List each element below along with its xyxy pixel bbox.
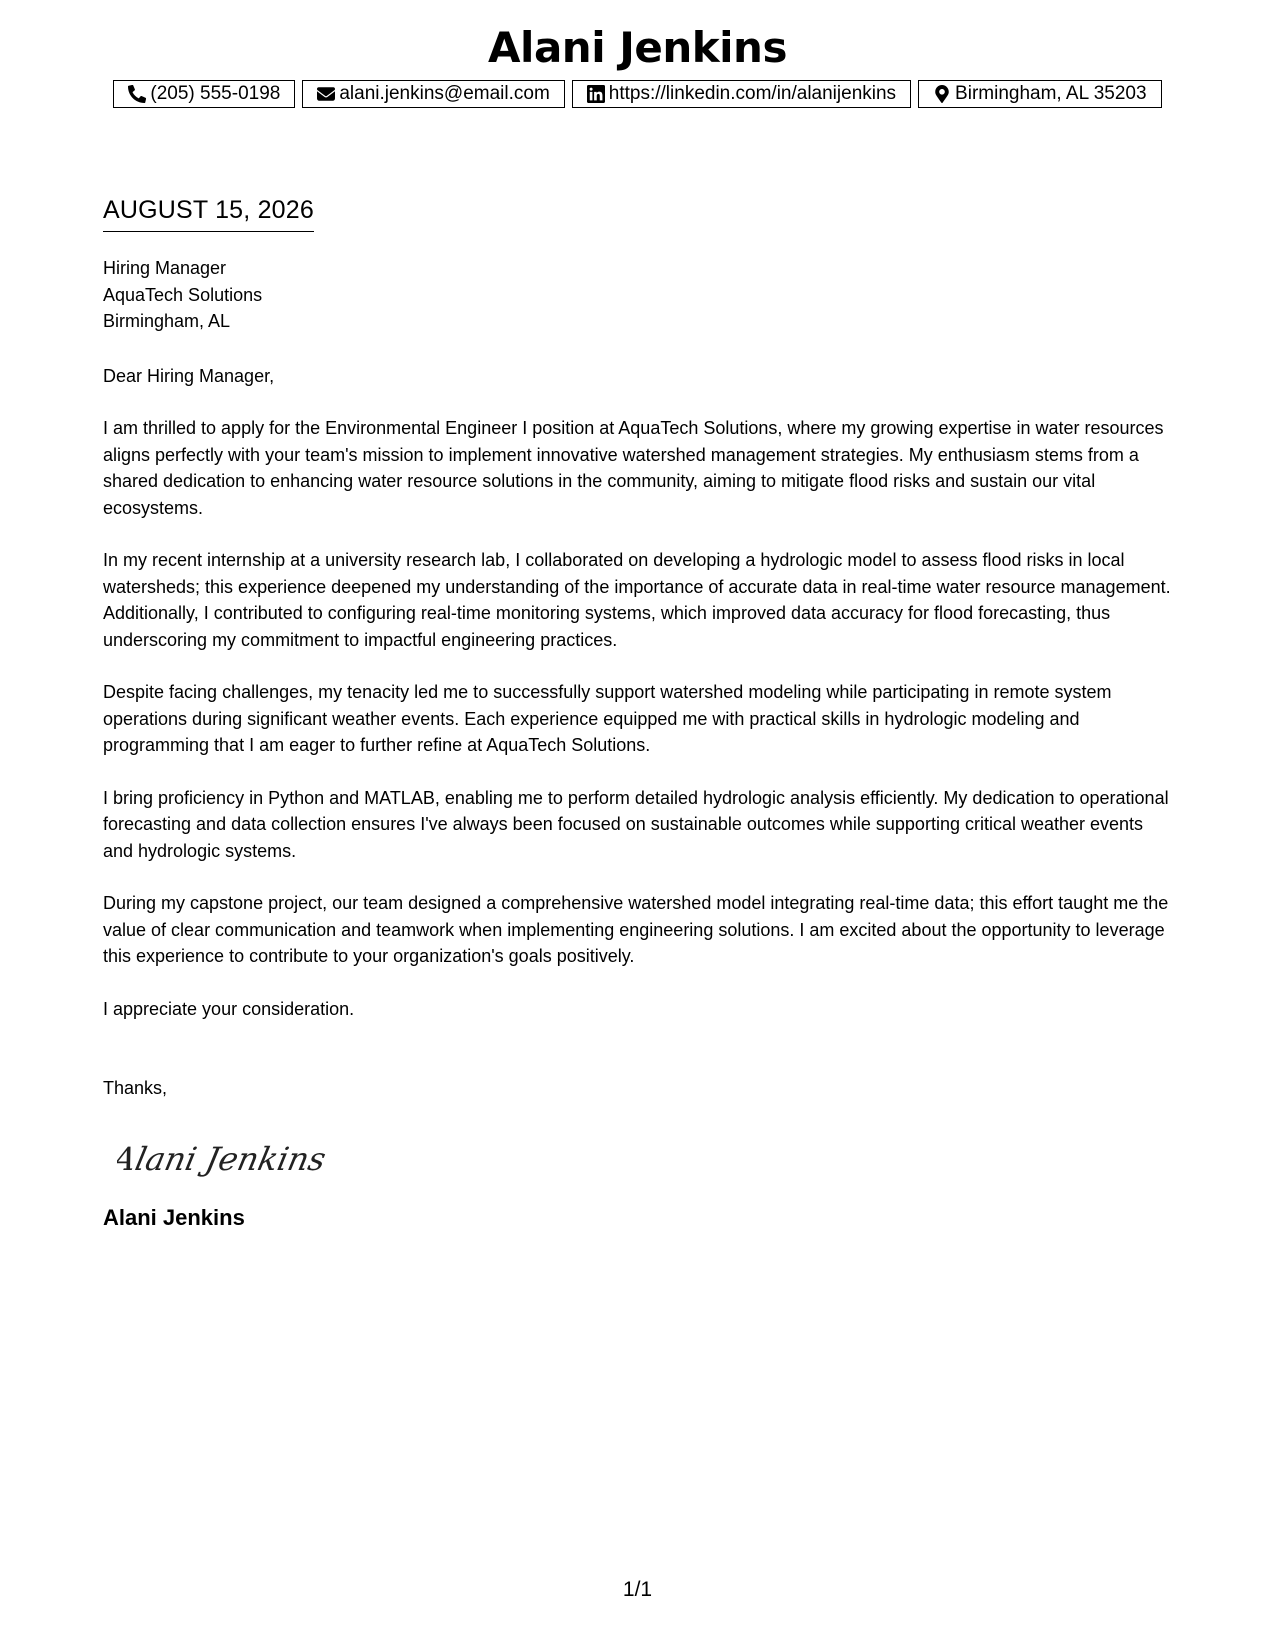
- closing-line: I appreciate your consideration.: [103, 998, 355, 1019]
- applicant-name: Alani Jenkins: [488, 23, 787, 72]
- date-text: AUGUST 15, 2026: [103, 195, 314, 232]
- handwritten-signature: [117, 1130, 347, 1185]
- recipient-location: Birmingham, AL: [103, 311, 231, 331]
- linkedin-url: https://linkedin.com/in/alanijenkins: [608, 83, 897, 104]
- phone-icon: [128, 85, 146, 103]
- signoff: Thanks,: [103, 1078, 168, 1098]
- letter-date: [103, 195, 314, 232]
- letter-body: [103, 255, 1178, 1232]
- salutation: Dear Hiring Manager,: [103, 365, 275, 386]
- signer-name: Alani Jenkins: [103, 1205, 245, 1230]
- body-paragraph: I bring proficiency in Python and MATLAB, enabling me to perform detailed hydrologic analysis efficiently. My dedication to operational forecasting and data collection ensures I've always been focused on sustainable outcomes while supporting critical weather events and hydrologic systems.: [103, 787, 1169, 861]
- body-paragraph: Despite facing challenges, my tenacity led me to successfully support watershed modeling while participating in remote system operations during significant weather events. Each experience equipped me with practical skills in hydrologic modeling and programming that I am eager to further refine at AquaTech Solutions.: [103, 682, 1112, 755]
- signature-text: Alani Jenkins: [117, 1139, 330, 1178]
- location-text: Birmingham, AL 35203: [955, 83, 1147, 104]
- body-paragraph: During my capstone project, our team designed a comprehensive watershed model integrating real-time data; this effort taught me the value of clear communication and teamwork when implementing engineering solutions. I am excited about the opportunity to leverage this experience to contribute to your organization's goals positively.: [103, 893, 1169, 966]
- envelope-icon: [317, 85, 335, 103]
- contact-email: [302, 80, 564, 108]
- page-number: 1/1: [622, 1578, 653, 1601]
- linkedin-icon: [587, 85, 605, 103]
- body-paragraph: In my recent internship at a university research lab, I collaborated on developing a hydrologic model to assess flood risks in local watersheds; this experience deepened my understanding of the importance of accurate data in real-time water resource management. Additionally, I contributed to configuring real-time monitoring systems, which improved data accuracy for flood forecasting, thus underscoring my commitment to impactful engineering practices.: [103, 550, 1171, 650]
- map-marker-icon: [933, 85, 951, 103]
- recipient-block: [103, 255, 1178, 335]
- phone-number: (205) 555-0198: [150, 83, 281, 104]
- email-address: alani.jenkins@email.com: [339, 83, 550, 104]
- contact-phone: [113, 80, 295, 108]
- contact-bar: [0, 80, 1275, 108]
- contact-linkedin: [572, 80, 911, 108]
- body-paragraph: I am thrilled to apply for the Environmental Engineer I position at AquaTech Solutions, where my growing expertise in water resources aligns perfectly with your team's mission to implement innovative watershed management strategies. My enthusiasm stems from a shared dedication to enhancing water resource solutions in the community, aiming to mitigate flood risks and sustain our vital ecosystems.: [103, 418, 1164, 518]
- recipient-title: Hiring Manager: [103, 258, 227, 278]
- contact-location: [918, 80, 1162, 108]
- recipient-company: AquaTech Solutions: [103, 284, 263, 305]
